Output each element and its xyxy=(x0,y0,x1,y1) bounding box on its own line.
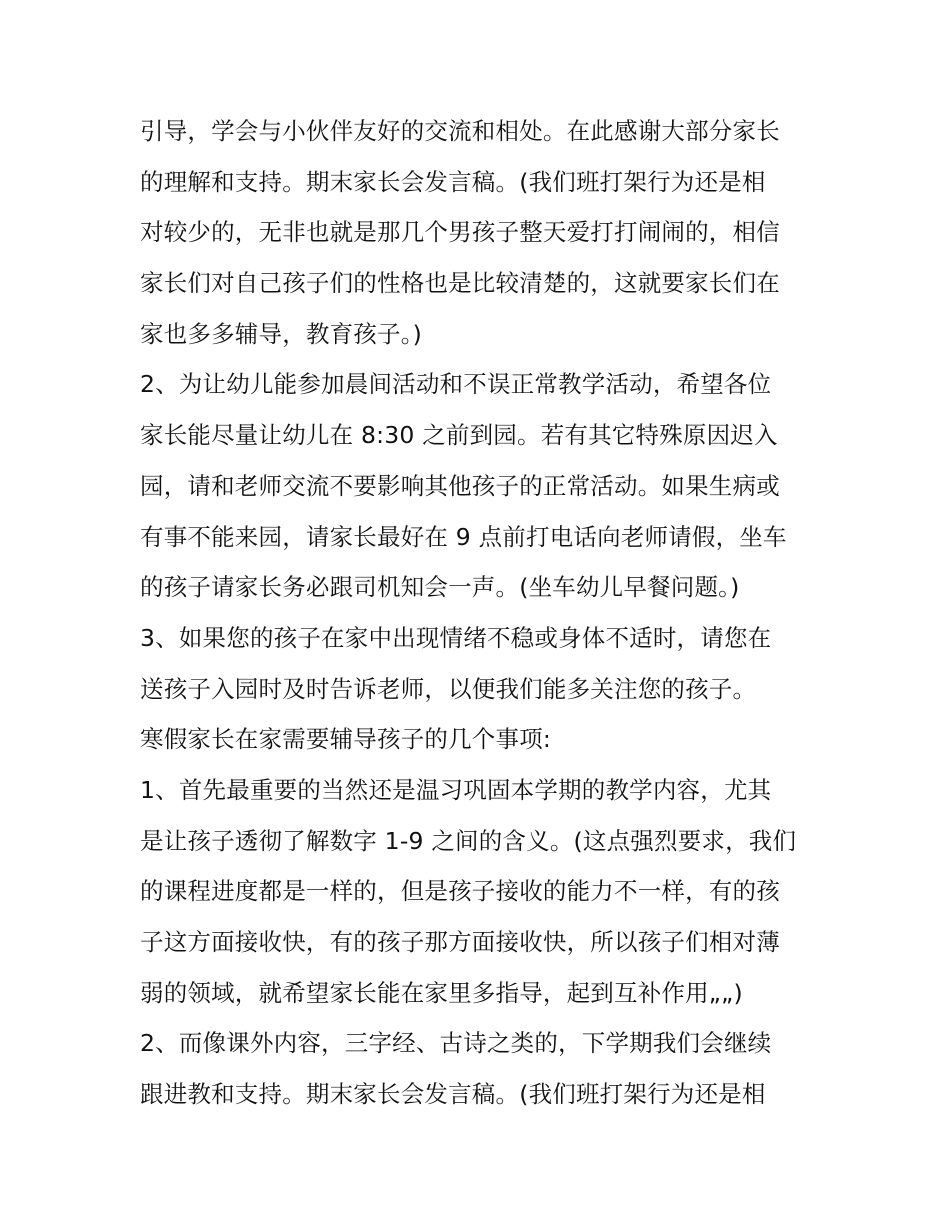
text-line: 家长们对自己孩子们的性格也是比较清楚的，这就要家长们在 xyxy=(140,269,780,298)
text-line: 引导，学会与小伙伴友好的交流和相处。在此感谢大部分家长 xyxy=(140,117,780,145)
text-line: 家长能尽量让幼儿在 8:30 之前到园。若有其它特殊原因迟入 xyxy=(140,421,778,450)
text-line: 弱的领域，就希望家长能在家里多指导，起到互补作用„„) xyxy=(140,978,743,1007)
text-line: 有事不能来园，请家长最好在 9 点前打电话向老师请假，坐车 xyxy=(140,522,787,551)
text-line: 的理解和支持。期末家长会发言稿。(我们班打架行为还是相 xyxy=(140,167,766,196)
text-line: 子这方面接收快，有的孩子那方面接收快，所以孩子们相对薄 xyxy=(140,928,780,956)
text-line: 家也多多辅导，教育孩子。) xyxy=(140,319,423,348)
text-line: 送孩子入园时及时告诉老师，以便我们能多关注您的孩子。 xyxy=(140,674,757,703)
document-body xyxy=(140,106,830,1120)
text-line: 对较少的，无非也就是那几个男孩子整天爱打打闹闹的，相信 xyxy=(140,218,780,247)
text-line: 是让孩子透彻了解数字 1-9 之间的含义。(这点强烈要求，我们 xyxy=(140,826,797,855)
text-line: 园，请和老师交流不要影响其他孩子的正常活动。如果生病或 xyxy=(140,471,780,500)
text-line: 2、而像课外内容，三字经、古诗之类的，下学期我们会继续 xyxy=(140,1029,772,1058)
text-line: 跟进教和支持。期末家长会发言稿。(我们班打架行为还是相 xyxy=(140,1080,766,1109)
text-line: 2、为让幼儿能参加晨间活动和不误正常教学活动，希望各位 xyxy=(140,370,772,399)
text-line: 3、如果您的孩子在家中出现情绪不稳或身体不适时，请您在 xyxy=(140,623,772,652)
text-line: 的孩子请家长务必跟司机知会一声。(坐车幼儿早餐问题。) xyxy=(140,573,740,602)
section-heading: 寒假家长在家需要辅导孩子的几个事项: xyxy=(140,725,552,754)
text-line: 1、首先最重要的当然还是温习巩固本学期的教学内容，尤其 xyxy=(140,775,772,804)
text-line: 的课程进度都是一样的，但是孩子接收的能力不一样，有的孩 xyxy=(140,877,780,906)
